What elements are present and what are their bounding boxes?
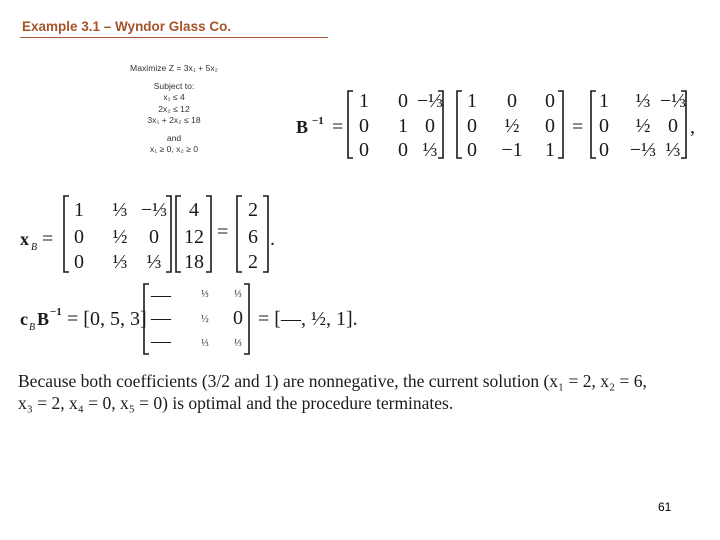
matrix-cell: 1 (398, 115, 408, 137)
vector-cell: 4 (189, 199, 199, 221)
matrix-cell: ⅓ (234, 289, 242, 300)
matrix-cell: −⅓ (416, 90, 444, 112)
matrix-cell: 0 (74, 226, 84, 248)
matrix-cell: 0 (668, 115, 678, 137)
matrix-cell: 0 (233, 307, 243, 329)
vector-cell: 2 (248, 199, 258, 221)
xb-lhs: x (20, 229, 29, 249)
matrix-cell: ⅓ (146, 251, 162, 273)
matrix-cell: 0 (545, 90, 555, 112)
matrix-cell: 0 (359, 139, 369, 161)
svg-text:=: = (332, 116, 344, 138)
vector-cell: 2 (248, 251, 258, 273)
cb-lhs-sup: −1 (50, 306, 62, 318)
matrix-cell: 0 (599, 115, 609, 137)
matrix-cell: 0 (467, 115, 477, 137)
matrix-bracket-right (244, 284, 249, 354)
binv-sup: −1 (312, 115, 324, 127)
constraint-3: 3x₁ + 2x₂ ≤ 18 (147, 115, 201, 125)
cb-matrix (144, 284, 249, 354)
matrix-cell: ½ (504, 115, 520, 137)
matrix-cell: ⅓ (112, 251, 128, 273)
matrix-cell: 1 (467, 90, 477, 112)
matrix-cell: −⅓ (140, 199, 168, 221)
matrix-cell: 1 (545, 139, 555, 161)
vector-cell: 12 (184, 226, 204, 248)
matrix-cell: 0 (359, 115, 369, 137)
matrix-cell: ⅓ (422, 139, 438, 161)
matrix-cell: 0 (398, 139, 408, 161)
cb-row-vector: = [0, 5, 3] (67, 308, 147, 330)
matrix-cell: 1 (74, 199, 84, 221)
matrix-cell: — (151, 330, 171, 352)
cb-lhs-b: B (37, 309, 50, 329)
matrix-cell: ⅓ (665, 139, 681, 161)
matrix-cell: ½ (635, 115, 651, 137)
svg-text:=: = (572, 116, 584, 138)
matrix-cell: 0 (545, 115, 555, 137)
matrix-cell: 1 (359, 90, 369, 112)
cb-result: = [—, ½, 1]. (258, 308, 358, 330)
matrix-cell: 1 (599, 90, 609, 112)
xb-result-equals: = (217, 221, 229, 243)
matrix-cell: 0 (599, 139, 609, 161)
cb-lhs-c: c (20, 309, 28, 329)
conclusion-paragraph (18, 370, 718, 414)
nonnegativity-constraint: x₁ ≥ 0, x₂ ≥ 0 (149, 144, 199, 154)
subject-to-label: Subject to: (153, 80, 195, 91)
matrix-cell: ⅓ (234, 338, 242, 349)
xb-tail: . (270, 228, 275, 250)
matrix-cell: −⅓ (659, 90, 687, 112)
matrix-cell: ½ (201, 314, 209, 325)
vector-cell: 6 (248, 226, 258, 248)
matrix-cell: ⅓ (635, 90, 651, 112)
binv-lhs: B (296, 117, 309, 137)
matrix-cell: ½ (112, 226, 128, 248)
binv-tail: , (690, 116, 695, 138)
matrix-cell: 0 (74, 251, 84, 273)
matrix-cell: 0 (149, 226, 159, 248)
matrix-cell: 0 (398, 90, 408, 112)
matrix-cell: 0 (425, 115, 435, 137)
vector-cell: 18 (184, 251, 204, 273)
slide-title: Example 3.1 – Wyndor Glass Co. (22, 19, 232, 34)
matrix-cell: ⅓ (112, 199, 128, 221)
matrix-cell: 0 (467, 139, 477, 161)
matrix-cell: — (151, 284, 171, 306)
constraint-2: 2x₂ ≤ 12 (158, 103, 190, 114)
conclusion-line-2: x₃ = 2, x₄ = 0, x₅ = 0) is optimal and the procedure terminates. (18, 393, 454, 413)
matrix-cell: −1 (501, 139, 523, 161)
matrix-cell: −⅓ (629, 139, 657, 161)
matrix-cell: 0 (507, 90, 517, 112)
matrix-cell: — (151, 307, 171, 329)
constraint-1: x₁ ≤ 4 (163, 92, 185, 102)
xb-sub: B (31, 242, 38, 253)
conclusion-line-1: Because both coefficients (3/2 and 1) are nonnegative, the current solution (x₁ = 2, x₂ = 6, (18, 371, 647, 391)
and-label: and (166, 132, 182, 143)
matrix-cell: ⅓ (201, 338, 209, 349)
matrix-cell: ⅓ (201, 289, 209, 300)
xb-equals: = (42, 228, 54, 250)
objective-function: Maximize Z = 3x₁ + 5x₂ (130, 63, 218, 73)
cb-lhs-sub: B (29, 322, 36, 333)
page-number: 61 (658, 500, 672, 514)
